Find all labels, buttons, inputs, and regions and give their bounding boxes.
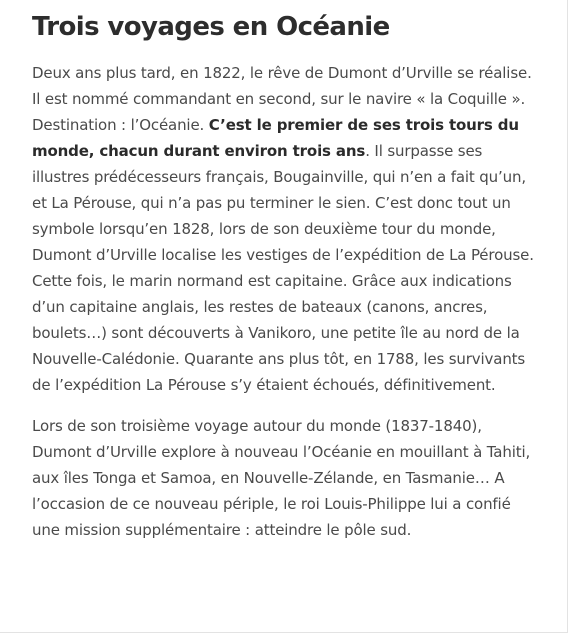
paragraph-first-rest: . Il surpasse ses illustres prédécesseurs français, Bougainville, qui n’en a fait qu’un, et La Pérouse, qui n’a pas pu terminer le sien. C’est donc tout un symbole lorsqu’en 1828, lors de son deuxième tour du monde, Dumont d’Urville localise les vestiges de l’expédition de La Pérouse. Cette fois, le marin normand est capitaine. Grâce aux indications d’un capitaine anglais, les restes de bateaux (canons, ancres, boulets…) sont découverts à Vanikoro, une petite île au nord de la Nouvelle-Calédonie. Quarante ans plus tôt, en 1788, les survivants de l’expédition La Pérouse s’y étaient échoués, définitivement. xyxy=(32,142,534,394)
paragraph-first xyxy=(32,60,537,398)
article-content xyxy=(32,8,537,558)
article-title: Trois voyages en Océanie xyxy=(32,12,390,42)
paragraph-first-intro: Deux ans plus tard, en 1822, le rêve de Dumont d’Urville se réalise. Il est nommé commandant en second, sur le navire « la Coquille ». Destination : l’Océanie. xyxy=(32,64,532,134)
paragraph-first-highlight: C’est le premier de ses trois tours du monde, chacun durant environ trois ans xyxy=(32,116,519,160)
paragraph-second: Lors de son troisième voyage autour du monde (1837-1840), Dumont d’Urville explore à nouveau l’Océanie en mouillant à Tahiti, aux îles Tonga et Samoa, en Nouvelle-Zélande, en Tasmanie… A l’occasion de ce nouveau périple, le roi Louis-Philippe lui a confié une mission supplémentaire : atteindre le pôle sud. xyxy=(32,417,531,539)
